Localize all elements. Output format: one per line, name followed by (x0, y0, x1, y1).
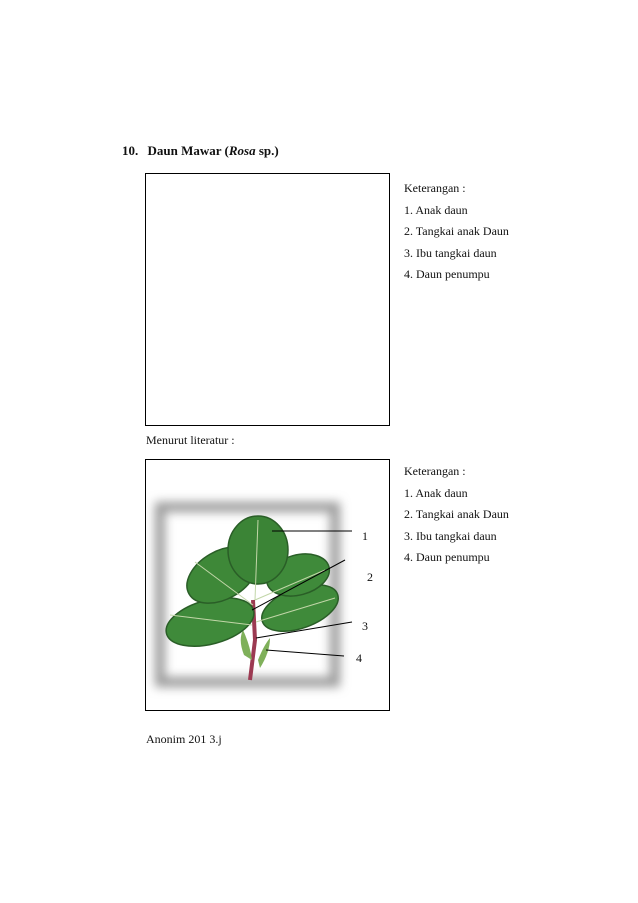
stipule-right (258, 638, 270, 668)
literature-label: Menurut literatur : (146, 433, 235, 447)
heading-species: Rosa (228, 143, 256, 158)
figure-number-2: 2 (367, 570, 373, 584)
legend-item: 2. Tangkai anak Daun (404, 507, 509, 521)
legend-item: 3. Ibu tangkai daun (404, 245, 497, 260)
figure-number-3: 3 (362, 619, 368, 633)
figure-number-4: 4 (356, 651, 362, 665)
source-citation: Anonim 201 3.j (146, 732, 222, 746)
legend-item: 3. Ibu tangkai daun (404, 528, 497, 543)
heading-prefix: Daun Mawar ( (147, 143, 229, 158)
legend-item: 2. Tangkai anak Daun (404, 224, 509, 238)
heading-number: 10. (122, 143, 139, 158)
legend-item: 4. Daun penumpu (404, 267, 490, 281)
legend-item: 1. Anak daun (404, 202, 468, 217)
legend-bottom (404, 461, 509, 569)
legend-item: 4. Daun penumpu (404, 550, 490, 564)
heading-suffix: sp.) (255, 143, 279, 158)
legend-item: 1. Anak daun (404, 485, 468, 500)
stipule-left (241, 630, 252, 660)
legend-title: Keterangan : (404, 464, 466, 478)
legend-title: Keterangan : (404, 181, 466, 195)
figure-number-1: 1 (362, 529, 368, 543)
